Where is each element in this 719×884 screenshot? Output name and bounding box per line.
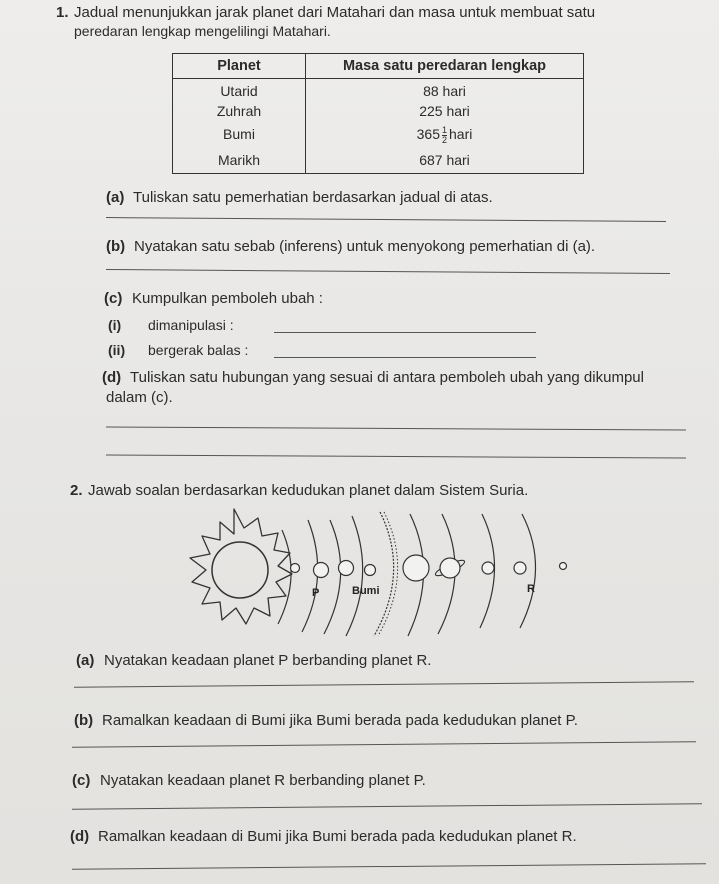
question-1-line-2: peredaran lengkap mengelilingi Matahari. (74, 23, 331, 39)
q2b-label: (b) (74, 712, 94, 729)
table-cell-planet: Utarid (220, 83, 258, 99)
table-cell-period: 687 hari (419, 152, 470, 168)
table-cell-planet: Marikh (217, 152, 260, 168)
q1a-answer-line[interactable] (106, 217, 666, 222)
table-cell-planet: Zuhrah (216, 103, 262, 119)
solar-system-diagram (170, 506, 570, 640)
sun-rays (190, 509, 292, 624)
q1d-answer-line-2[interactable] (106, 454, 686, 458)
q2b-answer-line[interactable] (72, 741, 696, 747)
q1c-ii-answer-line[interactable] (274, 357, 536, 358)
q2a-answer-line[interactable] (74, 681, 694, 687)
planet-column (173, 79, 306, 174)
orbit-arc (302, 520, 318, 632)
q1d-text-line-2: dalam (c). (106, 389, 173, 406)
q1c-i-text: dimanipulasi : (148, 317, 234, 333)
table-cell-period (310, 121, 579, 147)
q2c-answer-line[interactable] (72, 803, 702, 809)
planet-uranus (482, 562, 494, 574)
planet-saturn (440, 558, 460, 578)
table-cell-period: 88 hari (423, 83, 466, 99)
q1c-ii-label: (ii) (108, 342, 126, 358)
question-1-number: 1. (56, 4, 69, 21)
planet-r (514, 562, 526, 574)
q1c-label: (c) (104, 290, 123, 307)
q2d-text: Ramalkan keadaan di Bumi jika Bumi berada pada kedudukan planet R. (98, 828, 577, 845)
orbit-arc (346, 516, 363, 636)
q2d-label: (d) (70, 828, 90, 845)
q1d-answer-line-1[interactable] (106, 426, 686, 430)
q2a-text: Nyatakan keadaan planet P berbanding planet R. (104, 652, 432, 669)
planet-jupiter (403, 555, 429, 581)
planet-label-r: R (527, 583, 535, 595)
planet-label-earth: Bumi (352, 585, 380, 597)
question-1-line-1: Jadual menunjukkan jarak planet dari Matahari dan masa untuk membuat satu (74, 4, 596, 21)
sun (212, 542, 268, 598)
q1b-answer-line[interactable] (106, 269, 670, 274)
period-unit: hari (449, 126, 473, 142)
q1d-label: (d) (102, 369, 122, 386)
q1c-i-answer-line[interactable] (274, 332, 536, 333)
planet-outermost (560, 563, 567, 570)
asteroid-belt (378, 512, 398, 636)
table-header-period: Masa satu peredaran lengkap (306, 54, 584, 79)
q1c-text: Kumpulkan pemboleh ubah : (132, 290, 323, 307)
planet-earth (339, 561, 354, 576)
q1c-i-label: (i) (108, 317, 122, 333)
table-header-planet: Planet (173, 54, 306, 79)
q2b-text: Ramalkan keadaan di Bumi jika Bumi berada pada kedudukan planet P. (102, 712, 578, 729)
q1d-text-line-1: Tuliskan satu hubungan yang sesuai di antara pemboleh ubah yang dikumpul (130, 369, 644, 386)
q2c-label: (c) (72, 772, 91, 789)
question-2-stem: Jawab soalan berdasarkan kedudukan planet dalam Sistem Suria. (88, 482, 529, 499)
planet-venus (314, 563, 329, 578)
question-2-number: 2. (70, 482, 83, 499)
table-cell-planet: Bumi (223, 126, 255, 142)
orbit-period-table (172, 53, 584, 174)
q2a-label: (a) (76, 652, 95, 669)
asteroid-belt (374, 512, 394, 636)
q1b-label: (b) (106, 238, 126, 255)
period-whole: 365 (416, 126, 440, 142)
table-cell-period: 225 hari (419, 103, 470, 119)
planet-mars (365, 565, 376, 576)
q2c-text: Nyatakan keadaan planet R berbanding planet P. (100, 772, 426, 789)
q1c-ii-text: bergerak balas : (148, 342, 249, 358)
orbit-arc (278, 530, 291, 624)
planet-label-p: P (312, 587, 320, 599)
q1a-text: Tuliskan satu pemerhatian berdasarkan jadual di atas. (133, 189, 493, 206)
q2d-answer-line[interactable] (72, 863, 706, 870)
q1b-text: Nyatakan satu sebab (inferens) untuk menyokong pemerhatian di (a). (134, 238, 596, 255)
planet-p (291, 564, 300, 573)
q1a-label: (a) (106, 189, 125, 206)
orbit-arc (324, 520, 341, 634)
period-column (306, 79, 584, 174)
period-fraction: $\frac{1}{2}$ (441, 124, 447, 145)
